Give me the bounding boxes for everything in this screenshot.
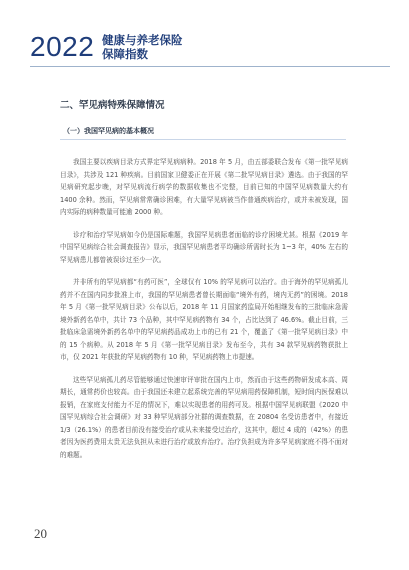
paragraph: 并非所有的罕见病都“有药可医”，全球仅有 10% 的罕见病可以治疗。由于海外的罕见病孤儿药并不在国内同步批准上市，我国的罕见病患者曾长期面临“境外有药，境内无药”的困境。2018 年 5 月《第一批罕见病目录》公布以后，2018 年 11 月国家药监局开始相继发布的三批临床急需境外新药名单中，共计 73 个品种，其中罕见病药物有 34 个，占比达到了 46.6%。截止目前，三批临床急需境外新药名单中的罕见病药品成功上市的已有 21 个，覆盖了《第一批罕见病目录》中的 15 个病种。从 2018 年 5 月《第一批罕见病目录》发布至今，共有 34 款罕见病药物获批上市，仅 2021 年获批的罕见病药物有 10 种，罕见病药物上市提速。: [60, 278, 348, 361]
page-number: 20: [34, 526, 47, 541]
report-header: [30, 32, 390, 68]
subsection-heading-text: （一）我国罕见病的基本概况: [63, 127, 154, 135]
subsection-heading: [60, 125, 346, 140]
report-title: [102, 34, 183, 61]
report-title-line-2: 保障指数: [102, 46, 148, 61]
section-heading: 二、罕见病特殊保障情况: [60, 100, 165, 111]
paragraph: 我国主要以疾病目录方式界定罕见病病种。2018 年 5 月，由五部委联合发布《第一批罕见病目录》，共涉及 121 种疾病。目前国家卫健委正在开展《第二批罕见病目录》遴选。由于我国的罕见病研究起步晚，对罕见病流行病学的数据收集也不完整，目前已知的中国罕见病数量大约有 1400 余种。然而，罕见病常常确诊困难，有大量罕见病被当作普通疾病治疗，或并未被发现，国内实际的病种数量可能逾 2000 种。: [60, 158, 348, 216]
body-text: [60, 156, 348, 461]
paragraph: 这些罕见病孤儿药尽管能够通过快速审评审批在国内上市，然而由于这些药物研发成本高、周期长，通常药价也较高。由于我国还未建立起系统完善的罕见病用药保障机制，短时间内医保难以报销，在家庭支付能力不足的情况下，难以实现患者的用药可及。根据中国罕见病联盟《2020 中国罕见病综合社会调研》对 33 种罕见病部分社群的调查数据，在 20804 名受访患者中，有接近 1/3（26.1%）的患者目前没有接受治疗或从未来接受过治疗，这其中，超过 4 成的（42%）的患者因为医药费用太贵无法负担从未进行治疗或放弃治疗。治疗负担成为许多罕见病家庭不得不面对的难题。: [60, 375, 348, 459]
report-year: 2022: [30, 31, 95, 62]
header-divider: [30, 66, 390, 67]
paragraph: 诊疗和治疗罕见病如今仍是国际难题，我国罕见病患者面临的诊疗困境尤甚。根据《2019 年中国罕见病综合社会调查报告》显示，我国罕见病患者平均确诊所需时长为 1~3 年，40% 左右的罕见病患儿都曾被误诊过至少一次。: [60, 230, 348, 264]
report-title-line-1: 健康与养老保险: [102, 33, 183, 47]
